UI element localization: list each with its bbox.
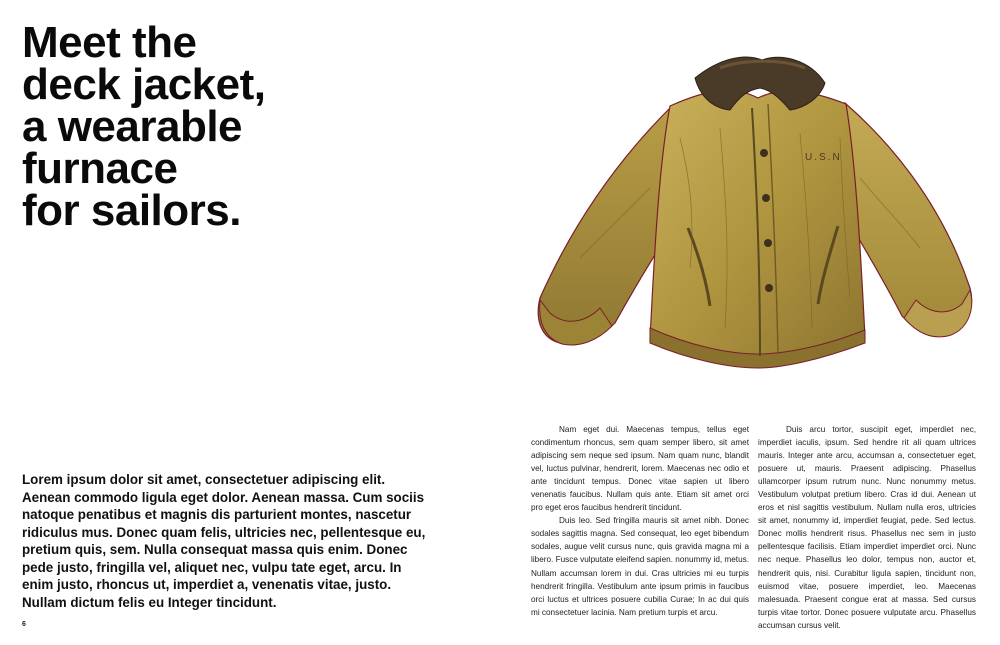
chest-marking: U.S.N <box>805 152 842 163</box>
body-column-1 <box>531 423 749 619</box>
body-paragraph: Nam eget dui. Maecenas tempus, tellus eget condimentum rhoncus, sem quam semper libero, sit amet adipiscing sem neque sed ipsum. Nam quam nunc, blandit vel, luctus pulvinar, hendrerit, lorem. Maecenas nec odio et ante tincidunt tempus. Donec vitae sapien ut libero venenatis faucibus. Nullam quis ante. Etiam sit amet orci pro eget eros faucibus hendrerit tincidunt. <box>531 425 749 513</box>
lead-paragraph: Lorem ipsum dolor sit amet, consectetuer adipiscing elit. Aenean commodo ligula eget dolor. Aenean massa. Cum sociis natoque penatibus et magnis dis parturient montes, nascetur ridiculus mus. Donec quam felis, ultricies nec, pellentesque eu, pretium quis, sem. Nulla consequat massa quis enim. Donec pede justo, fringilla vel, aliquet nec, vulpu tate eget, arcu. In enim justo, rhoncus ut, imperdiet a, venenatis vitae, justo. Nullam dictum felis eu Integer tincidunt. <box>22 472 426 610</box>
headline-line: furnace <box>22 144 178 193</box>
headline <box>22 18 422 235</box>
jacket-illustration <box>520 38 982 388</box>
page-number: 6 <box>22 621 26 628</box>
body-column-2 <box>758 423 976 632</box>
body-paragraph: Duis arcu tortor, suscipit eget, imperdiet nec, imperdiet iaculis, ipsum. Sed hendre rit ali quam ultrices mauris. Integer ante arcu, accumsan a, consectetuer eget, posuere ut, mauris. Praesent adipiscing. Phasellus ullamcorper ipsum rutrum nunc. Nunc nonummy metus. Vestibulum volutpat pretium libero. Cras id dui. Aenean ut eros et nisl sagittis vestibulum. Nullam nulla eros, ultricies sit amet, nonummy id, imperdiet feugiat, pede. Sed lectus. Donec mollis hendrerit risus. Phasellus nec sem in justo pellentesque facilisis. Etiam imperdiet imperdiet orci. Nunc nec neque. Phasellus leo dolor, tempus non, auctor et, hendrerit quis, nisi. Curabitur ligula sapien, tincidunt non, euismod vitae, posuere imperdiet, leo. Maecenas malesuada. Praesent congue erat at massa. Sed cursus turpis vitae tortor. Donec posuere vulputate arcu. Phasellus accumsan cursus velit. <box>758 425 976 630</box>
headline-line: deck jacket, <box>22 60 266 109</box>
body-paragraph: Duis leo. Sed fringilla mauris sit amet nibh. Donec sodales sagittis magna. Sed consequat, leo eget bibendum sodales, augue velit cursus nunc, quis gravida magna mi a libero. Fusce vulputate eleifend sapien. nonummy id, metus. Nullam accumsan lorem in dui. Cras ultricies mi eu turpis hendrerit fringilla. Vestibulum ante ipsum primis in faucibus orci luctus et ultrices posuere cubilia Curae; In ac dui quis mi consectetuer lacinia. Nam pretium turpis et arcu. <box>531 516 749 617</box>
headline-line: Meet the <box>22 18 197 67</box>
headline-line: a wearable <box>22 102 243 151</box>
headline-line: for sailors. <box>22 186 241 235</box>
jacket-drawing <box>520 38 982 388</box>
